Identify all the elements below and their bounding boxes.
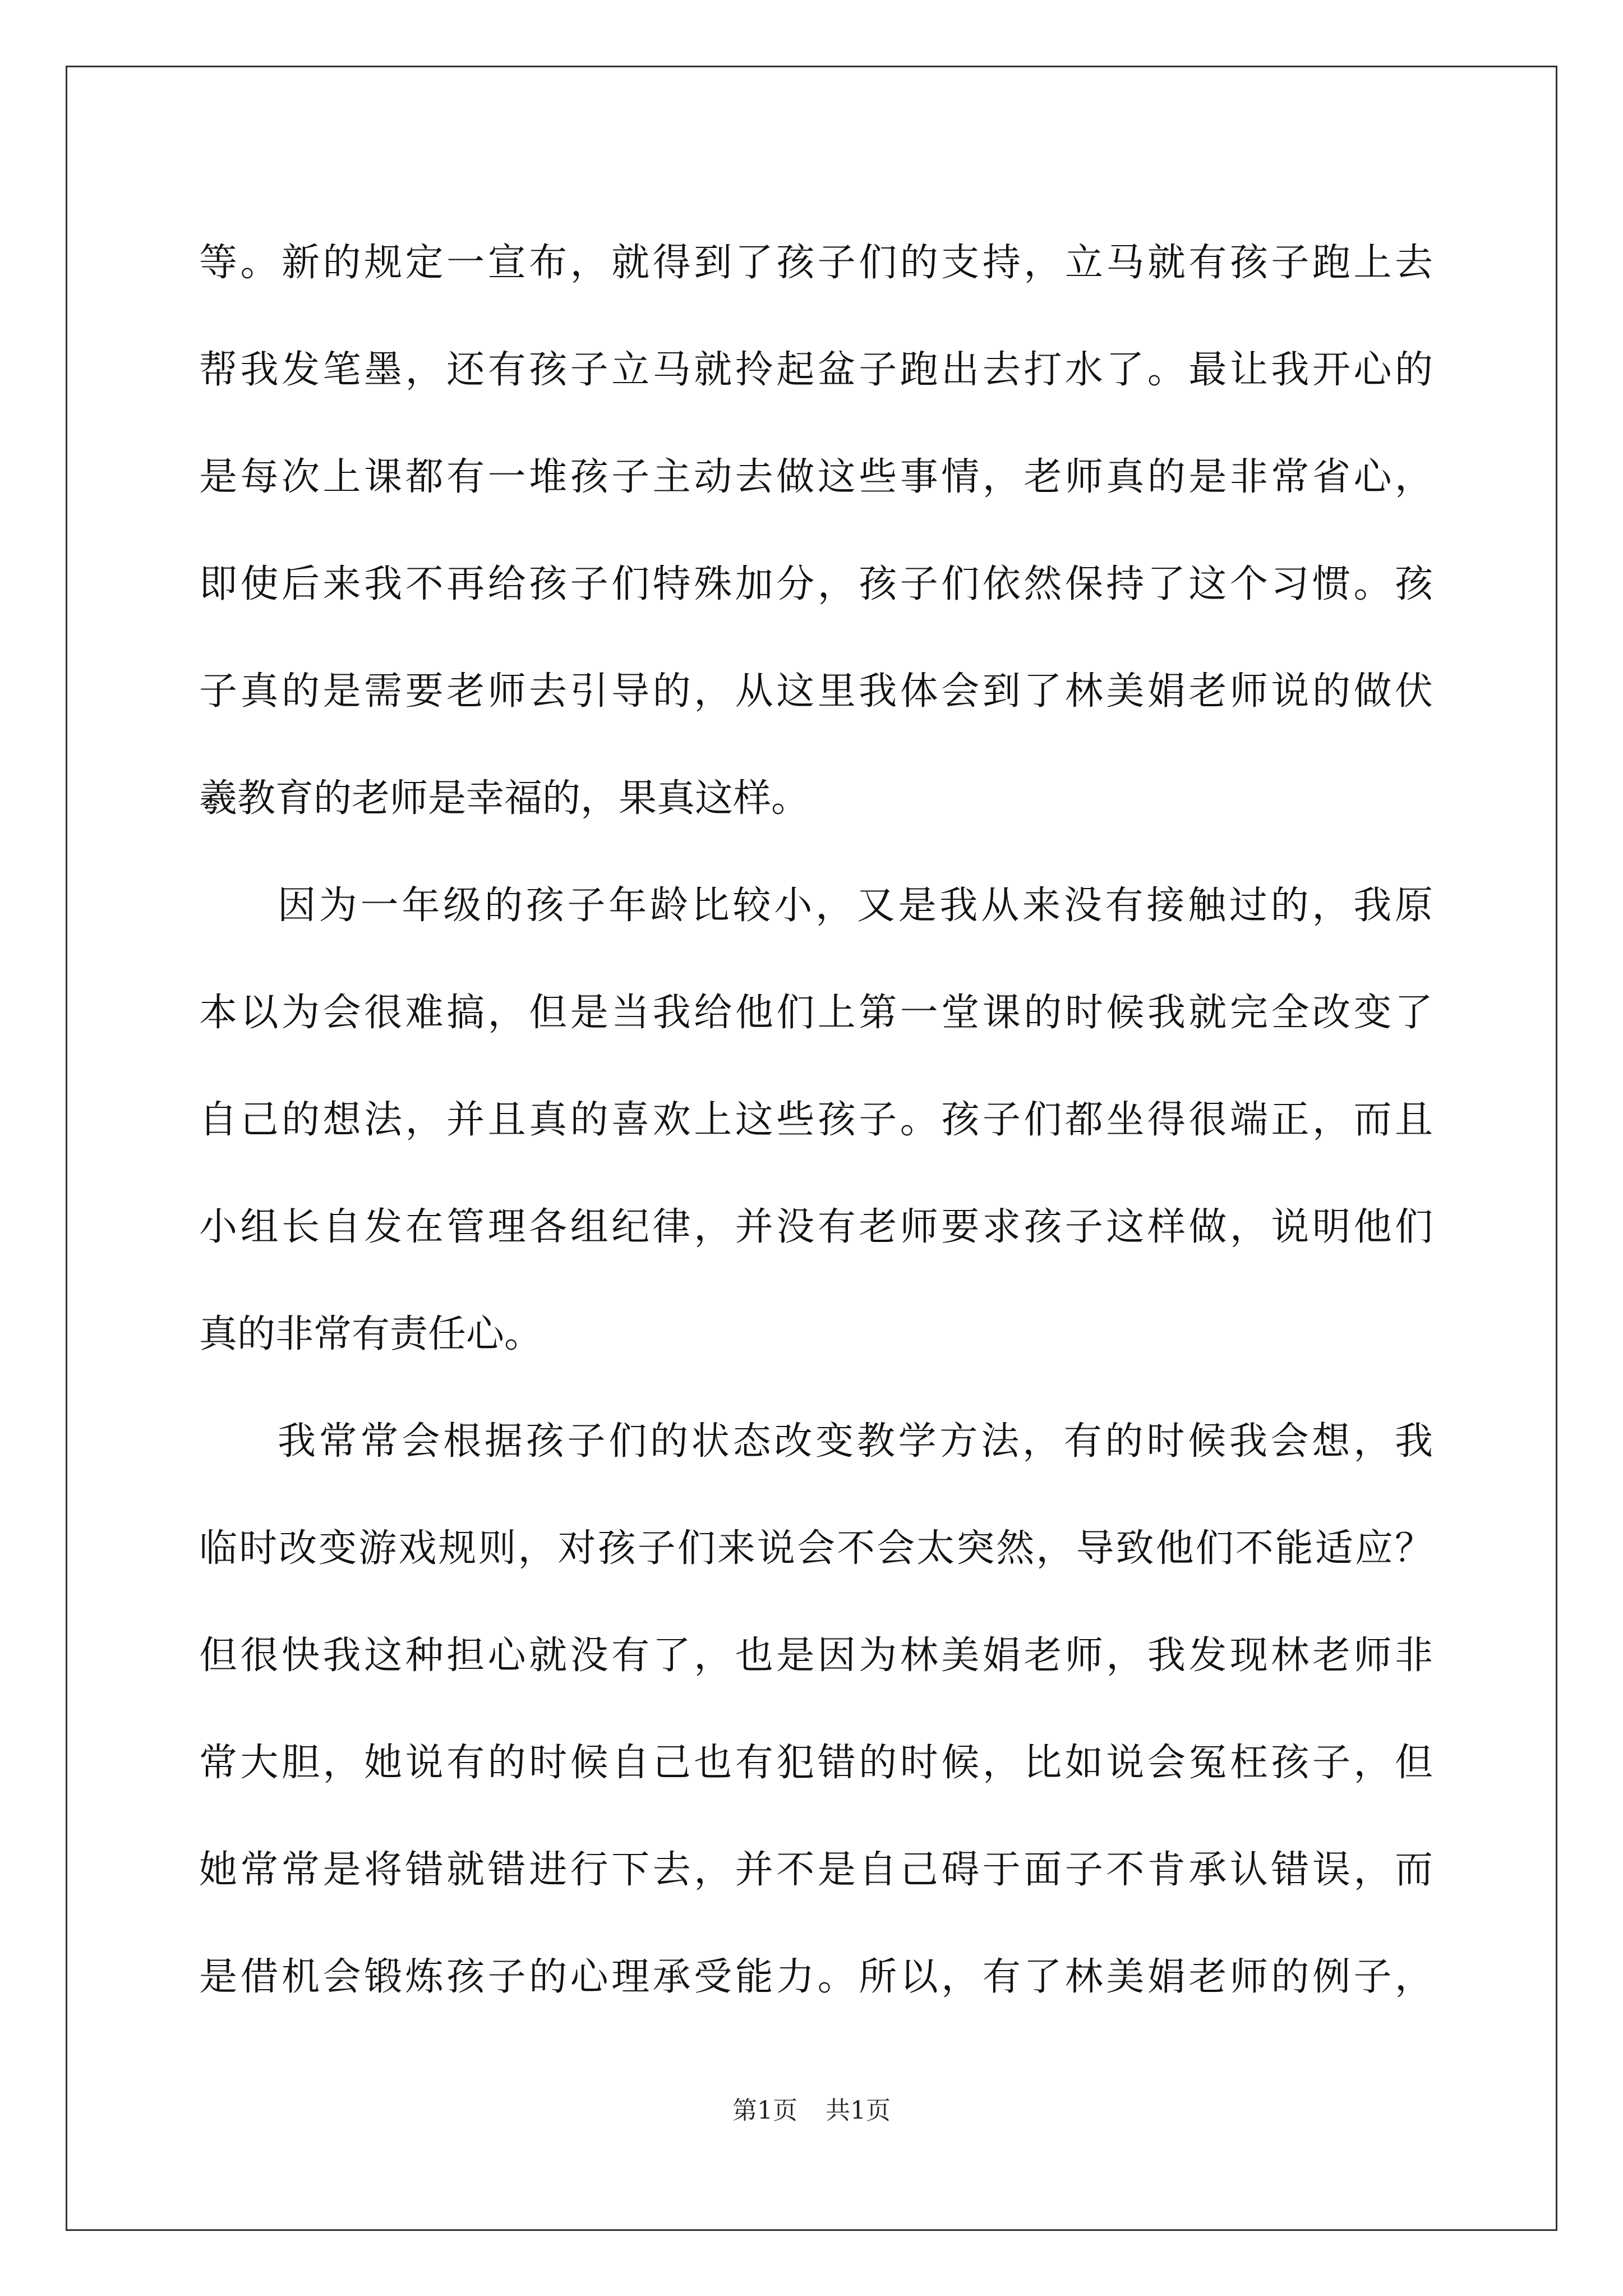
document-body [199,209,1433,2031]
text-line: 自己的想法，并且真的喜欢上这些孩子。孩子们都坐得很端正，而且 [199,1098,1433,1142]
text-line: 常大胆，她说有的时候自己也有犯错的时候，比如说会冤枉孩子，但 [199,1741,1433,1785]
page-footer [0,2090,1623,2126]
text-line: 子真的是需要老师去引导的，从这里我体会到了林美娟老师说的做伏 [199,669,1433,714]
text-line: 即使后来我不再给孩子们特殊加分，孩子们依然保持了这个习惯。孩 [199,562,1433,606]
text-line: 真的非常有责任心。 [199,1312,543,1356]
total-pages: 共1页 [826,2096,891,2125]
text-line: 羲教育的老师是幸福的，果真这样。 [199,776,810,821]
text-line: 但很快我这种担心就没有了，也是因为林美娟老师，我发现林老师非 [199,1634,1433,1678]
text-line: 是借机会锻炼孩子的心理承受能力。所以，有了林美娟老师的例子， [199,1955,1433,1999]
text-line: 小组长自发在管理各组纪律，并没有老师要求孩子这样做，说明他们 [199,1205,1433,1249]
text-line: 帮我发笔墨，还有孩子立马就拎起盆子跑出去打水了。最让我开心的 [199,348,1433,392]
text-line: 临时改变游戏规则，对孩子们来说会不会太突然，导致他们不能适应？ [199,1526,1433,1571]
text-line: 我常常会根据孩子们的状态改变教学方法，有的时候我会想，我 [278,1419,1433,1464]
text-line: 是每次上课都有一堆孩子主动去做这些事情，老师真的是非常省心， [199,455,1433,499]
page-number: 第1页 [732,2096,797,2125]
text-line: 本以为会很难搞，但是当我给他们上第一堂课的时候我就完全改变了 [199,991,1433,1035]
text-line: 因为一年级的孩子年龄比较小，又是我从来没有接触过的，我原 [278,884,1433,928]
text-line: 等。新的规定一宣布，就得到了孩子们的支持，立马就有孩子跑上去 [199,241,1433,285]
text-line: 她常常是将错就错进行下去，并不是自己碍于面子不肯承认错误，而 [199,1848,1433,1892]
